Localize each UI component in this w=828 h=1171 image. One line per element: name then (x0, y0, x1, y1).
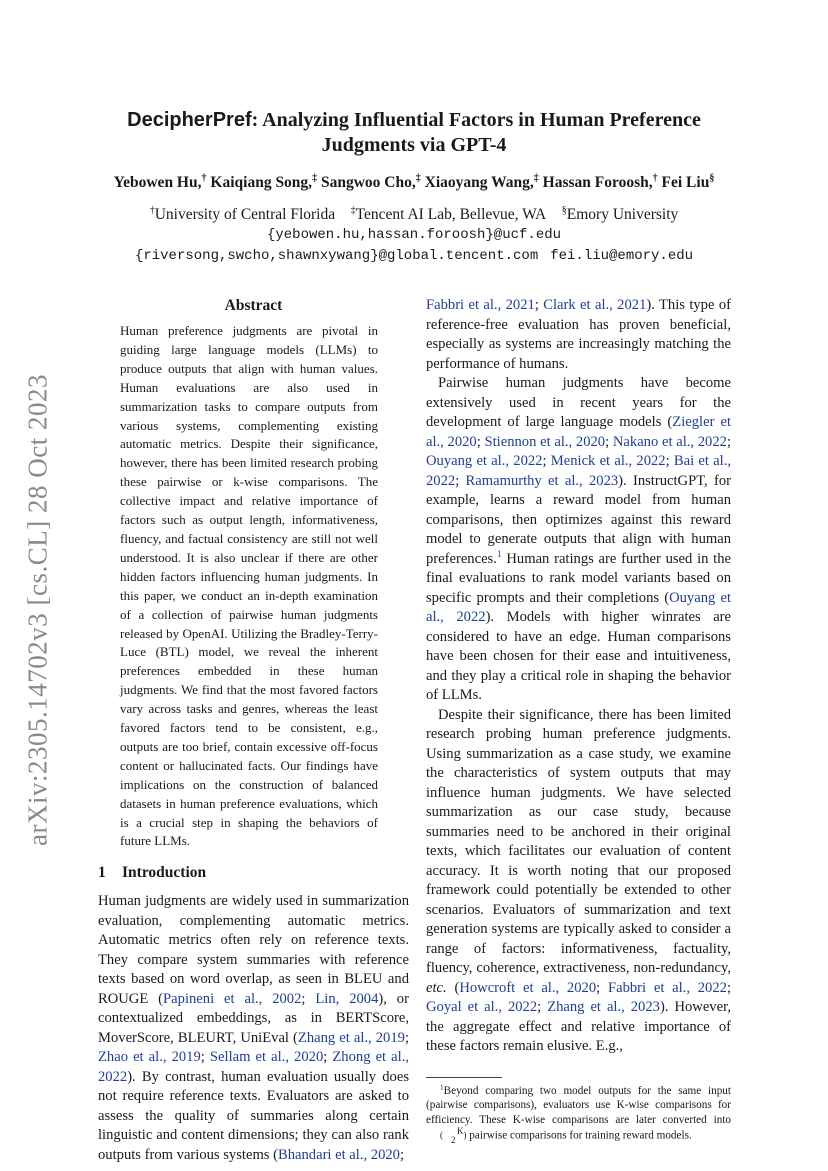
citation-link[interactable]: Goyal et al., 2022 (426, 999, 538, 1015)
abstract-text: Human preference judgments are pivotal in guiding large language models (LLMs) to produce outputs that align with human values. Human evaluations are also used in summarization tasks to compare outputs from various systems, complementing existing automatic metrics. Despite their significance, however, there has been limited research probing these pairwise or k-wise comparisons. The collective impact and relative importance of factors such as output length, informativeness, fluency, and factual consistency are still not well understood. It is also unclear if there are other hidden factors influencing human judgments. In this paper, we conduct an in-depth examination of a collection of pairwise human judgments released by OpenAI. Utilizing the Bradley-Terry-Luce (BTL) model, we reveal the inherent preferences embedded in these human judgments. We find that the most favored factors vary across tasks and genres, whereas the least favored factors tend to be consistent, e.g., outputs are too brief, contain excessive off-focus content or hallucinated facts. Our findings have implications on the construction of balanced datasets in human preference evaluations, which is a crucial step in shaping the behaviors of future LLMs. (120, 323, 378, 849)
intro-paragraph-1 (98, 892, 409, 1165)
citation-link[interactable]: Stiennon et al., 2020 (484, 433, 606, 450)
text-run: Pairwise human judgments have become extensively used in recent years for the development of large language models ( (426, 375, 731, 430)
text-run: ; (200, 1049, 210, 1066)
citation-link[interactable]: Zhong et al., 2022 (98, 1049, 410, 1085)
footnote-marker[interactable]: 1 (496, 549, 502, 560)
text-run: Human judgments are widely used in summarization evaluation, complementing automatic metrics. Automatic metrics often rely on reference texts. They compare system summaries with reference texts based on word overlap, as seen in BLEU and ROUGE ( (98, 893, 409, 1007)
title-system-name: DecipherPref (127, 109, 252, 131)
paragraph-case-study (426, 706, 731, 1057)
binom-bottom: 2 (451, 1135, 456, 1145)
arxiv-id: arXiv:2305.14702v3 [cs.CL] 28 Oct 2023 (22, 374, 53, 846)
citation-link[interactable]: Zhang et al., 2023 (547, 999, 660, 1015)
email-tencent: {riversong,swcho,shawnxywang}@global.tencent.com (134, 248, 539, 264)
text-run: ). By contrast, human evaluation usually does not require reference texts. Evaluators are asked to assess the quality of summaries along certain linguistic and content dimensions; they can also rank outputs from various systems ( (98, 1068, 409, 1163)
footnote-number: 1 (440, 1082, 444, 1091)
text-run: ; (596, 979, 608, 996)
section-number: 1 (98, 864, 106, 882)
text-run: ( (446, 979, 460, 996)
text-italic: etc. (426, 979, 447, 996)
author-name: Kaiqiang Song, (210, 174, 313, 191)
citation-link[interactable]: Fabbri et al., 2021 (426, 297, 535, 313)
text-run: ; (726, 433, 732, 450)
paragraph-continued (426, 296, 731, 374)
citation-link[interactable]: Menick et al., 2022 (550, 453, 666, 469)
citation-link[interactable]: Papineni et al., 2002 (163, 990, 302, 1007)
citation-link[interactable]: Zhao et al., 2019 (98, 1049, 201, 1066)
author-name: Hassan Foroosh, (542, 174, 653, 191)
author-mark: ‡ (312, 172, 318, 184)
text-run: ). However, the aggregate effect and relative importance of these factors remain elusive. E.g., (426, 999, 731, 1054)
citation-link[interactable]: Ramamurthy et al., 2023 (465, 472, 619, 489)
citation-link[interactable]: Fabbri et al., 2022 (607, 979, 727, 996)
text-run: ), or contextualized embeddings, as in BERTScore, MoverScore, BLEURT, UniEval ( (98, 990, 409, 1046)
arxiv-watermark (20, 370, 56, 850)
author-mark: ‡ (533, 172, 539, 184)
text-run: ; (534, 297, 544, 313)
author-name: Yebowen Hu, (113, 174, 202, 191)
binom-top: K (457, 1126, 464, 1136)
affil-mark: ‡ (350, 204, 356, 216)
footnote-1 (426, 1084, 731, 1146)
text-run: ; (605, 433, 613, 450)
left-column (98, 296, 409, 1165)
title-line2: Judgments via GPT-4 (321, 134, 507, 156)
citation-link[interactable]: Bai et al., 2022 (426, 453, 732, 489)
citation-link[interactable]: Howcroft et al., 2020 (459, 979, 597, 996)
paragraph-pairwise-judgments (426, 374, 731, 706)
paper-title (100, 108, 728, 158)
text-run: ; (455, 472, 466, 489)
footnote-rule (426, 1077, 502, 1078)
affiliations (100, 204, 728, 226)
right-column (426, 296, 731, 1145)
author-name: Xiaoyang Wang, (424, 174, 534, 191)
author-mark: † (652, 172, 658, 184)
text-run: ; (542, 453, 551, 469)
author-list (70, 172, 758, 194)
abstract-heading: Abstract (224, 297, 283, 314)
citation-link[interactable]: Lin, 2004 (315, 990, 379, 1007)
affil-ucf: University of Central Florida (154, 206, 336, 223)
author-mark: ‡ (415, 172, 421, 184)
affil-tencent: Tencent AI Lab, Bellevue, WA (355, 206, 547, 223)
affil-mark: § (561, 204, 567, 216)
citation-link[interactable]: Clark et al., 2021 (543, 297, 647, 313)
email-ucf: {yebowen.hu,hassan.foroosh}@ucf.edu (266, 227, 562, 243)
citation-link[interactable]: Ouyang et al., 2022 (426, 453, 543, 469)
citation-link[interactable]: Ouyang et al., 2022 (426, 589, 732, 625)
text-run: ). This type of reference-free evaluation has proven beneficial, especially as systems are increasingly matching the performance of humans. (426, 297, 731, 372)
text-run: ; (404, 1029, 409, 1046)
text-run: pairwise comparisons for training reward models. (466, 1129, 692, 1142)
text-run: ). InstructGPT, for example, learns a reward model from human comparisons, then optimizes against this reward model to generate outputs that align with human preferences. (426, 472, 731, 567)
text-run: ; (301, 990, 316, 1007)
text-run: Human ratings are further used in the final evaluations to rank model variants based on specific prompts and their completions ( (426, 550, 731, 606)
text-run: ; (537, 999, 548, 1015)
text-run: ). Models with higher winrates are considered to have an edge. Human comparisons have been chosen for their ease and intuitiveness, and they play a critical role in shaping the behavior of LLMs. (426, 609, 732, 703)
text-run: Beyond comparing two model outputs for the same input (pairwise comparisons), evaluators use K-wise comparisons for efficiency. These K-wise comparisons are later converted into (426, 1084, 731, 1126)
text-run: ; (399, 1146, 405, 1163)
affil-emory: Emory University (566, 206, 679, 223)
email-emory: fei.liu@emory.edu (550, 248, 694, 264)
citation-link[interactable]: Zhang et al., 2019 (297, 1029, 405, 1046)
author-mark: § (709, 172, 715, 184)
author-mark: † (201, 172, 207, 184)
text-run: ; (726, 979, 732, 996)
email-block (100, 224, 728, 266)
section-title: Introduction (122, 864, 207, 882)
binomial-coefficient: ( K 2 ) (440, 1126, 467, 1145)
citation-link[interactable]: Nakano et al., 2022 (612, 433, 727, 450)
text-run: ; (476, 433, 485, 450)
text-run: Despite their significance, there has been limited research probing human preference judgments. Using summarization as a case study, we examine the characteristics of system outputs that may influence human judgments. We have selected summarization as our case study, because summaries need to be anchored in their original texts, which facilitates our evaluation of content accuracy. It is worth noting that our proposed framework could potentially be extended to other scenarios. Evaluators of summarization and text generation systems are typically asked to consider a range of factors: informativeness, factuality, fluency, coherence, extractiveness, non-redundancy, (426, 706, 731, 976)
text-run: ; (665, 453, 674, 469)
citation-link[interactable]: Ziegler et al., 2020 (426, 414, 731, 450)
author-name: Fei Liu (661, 174, 710, 191)
author-name: Sangwoo Cho, (320, 174, 416, 191)
citation-link[interactable]: Bhandari et al., 2020 (277, 1146, 400, 1163)
title-rest-line1: : Analyzing Influential Factors in Human Preference (251, 109, 701, 131)
text-run: ; (323, 1049, 333, 1066)
section-heading-introduction (98, 863, 409, 883)
affil-mark: † (149, 204, 155, 216)
citation-link[interactable]: Sellam et al., 2020 (209, 1049, 324, 1066)
